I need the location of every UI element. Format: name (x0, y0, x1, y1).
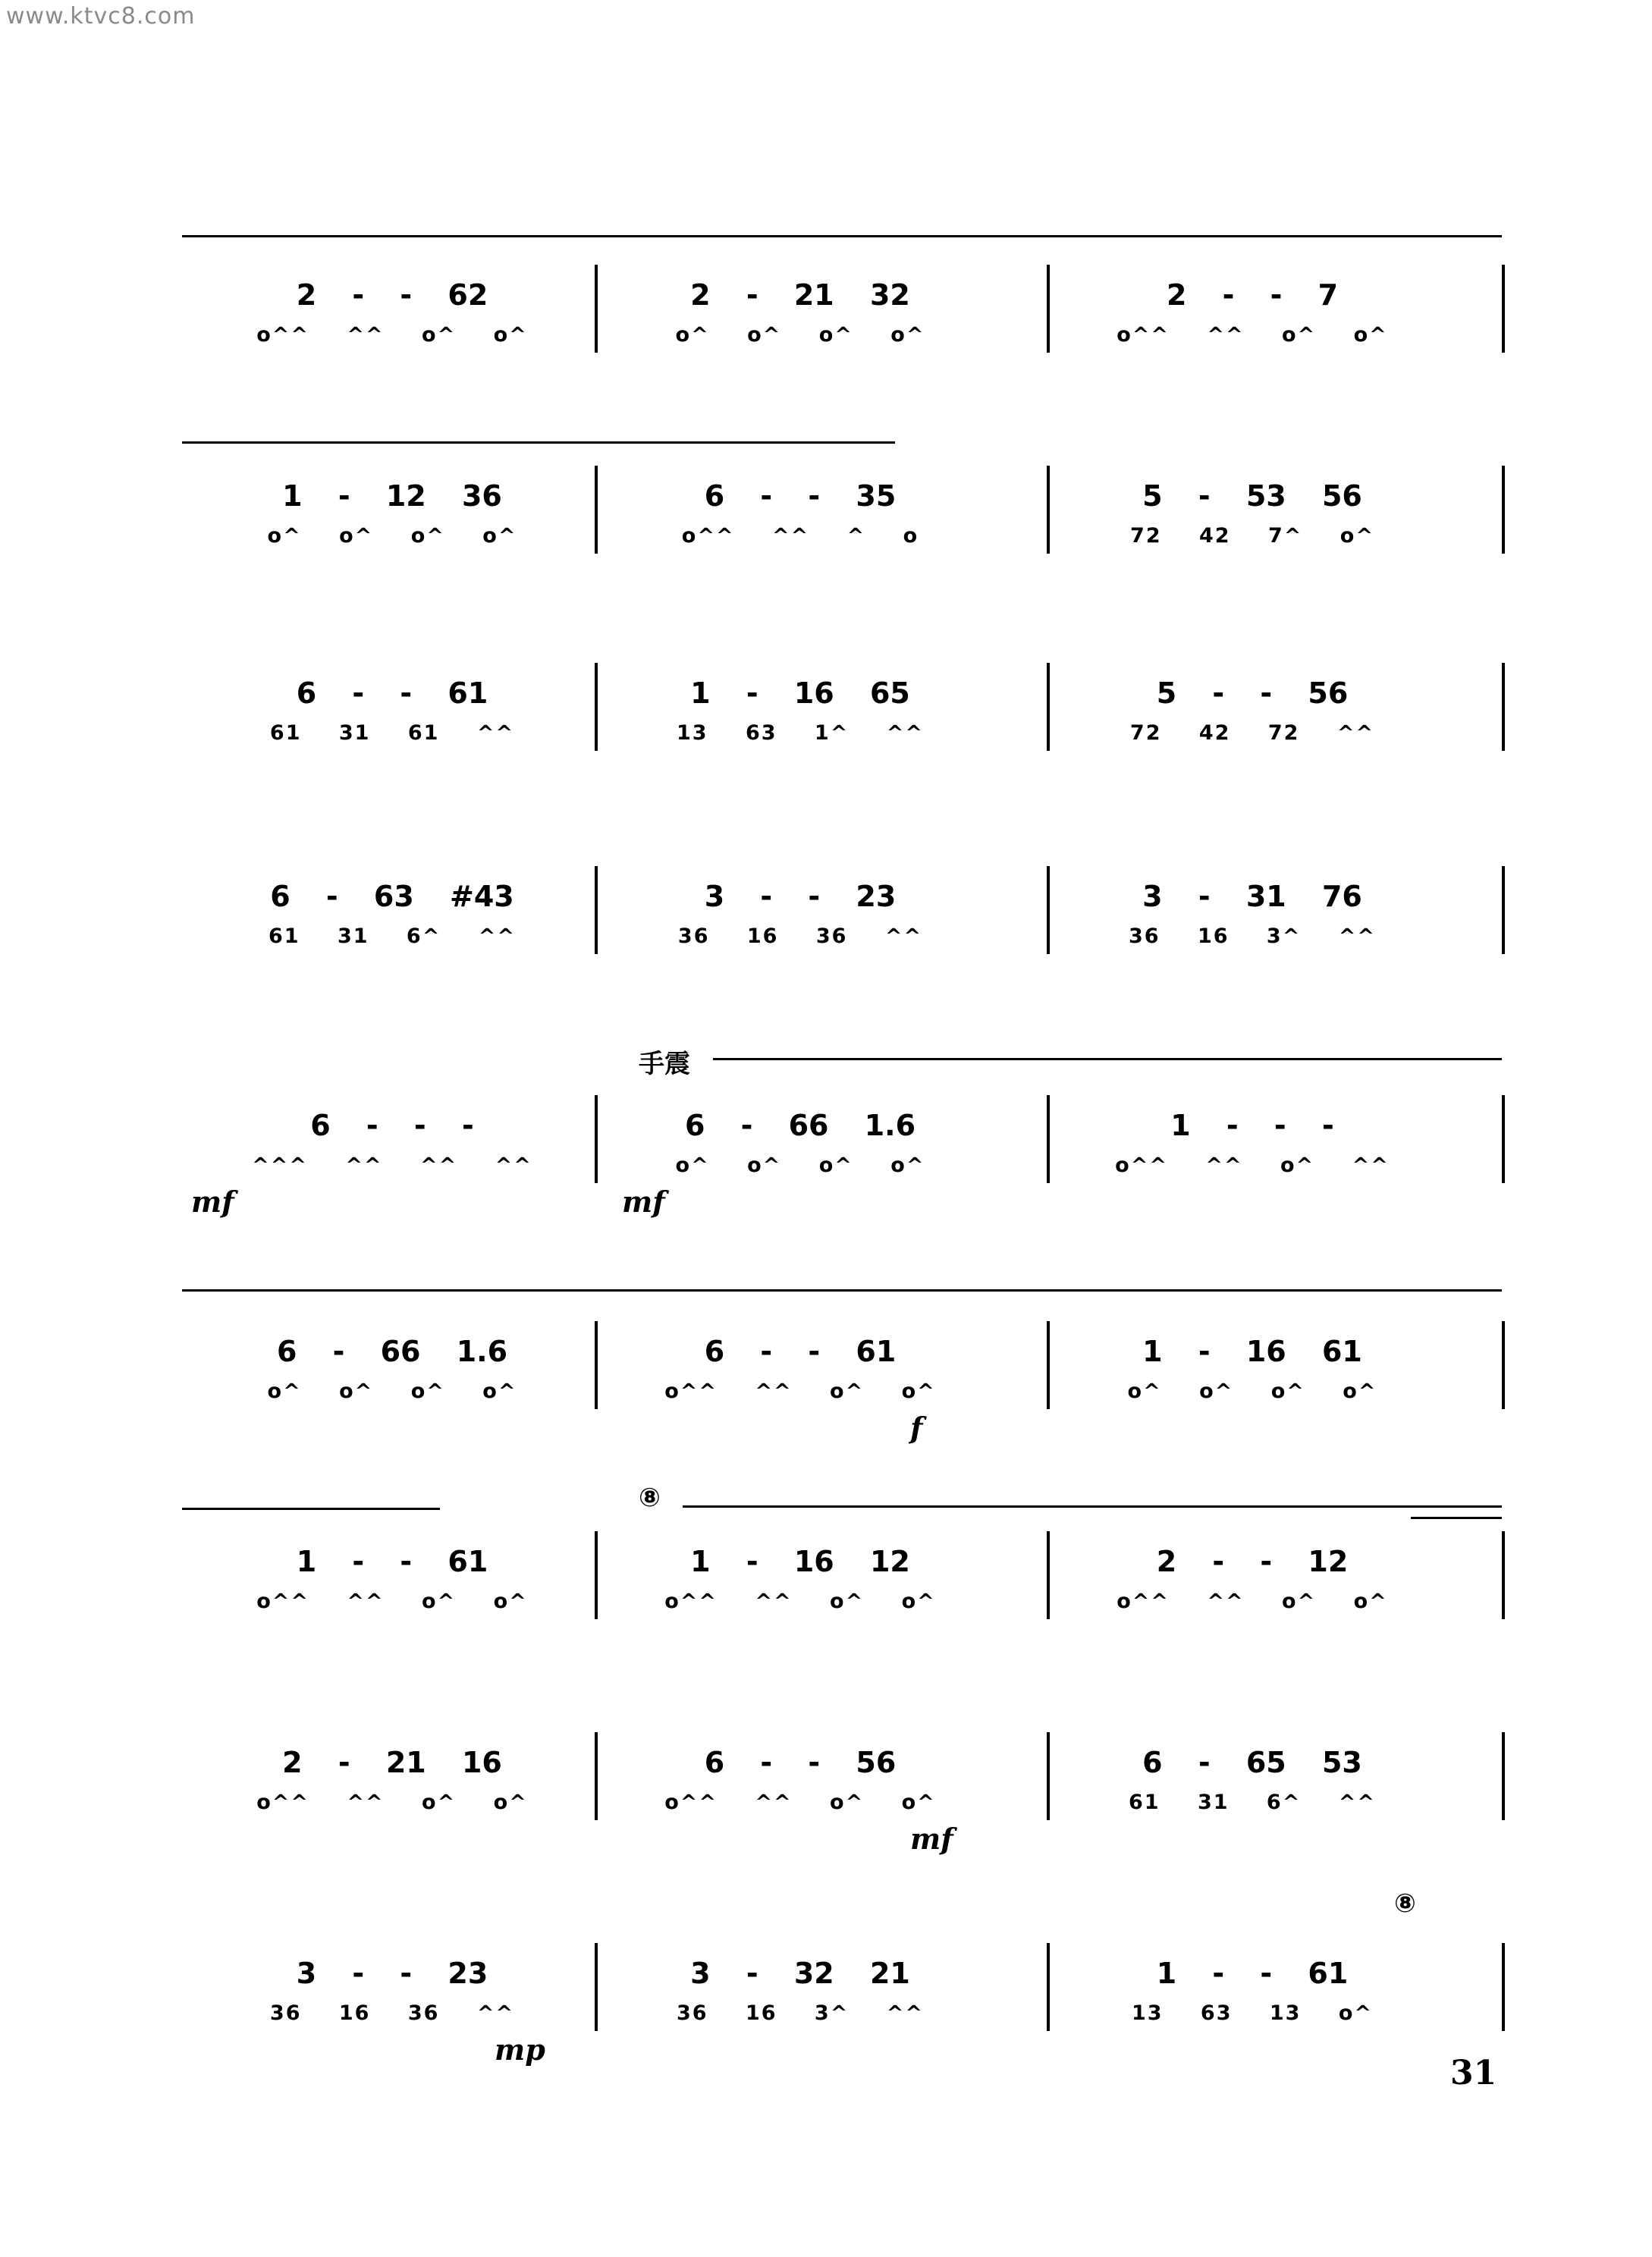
melody-line (607, 667, 994, 710)
accompaniment-line (199, 1784, 586, 1814)
accompaniment-notes: 36 16 36 ^^ (677, 924, 923, 948)
measure (191, 1100, 586, 1219)
measure (199, 1326, 586, 1439)
melody-notes: 6 - - 61 (704, 1335, 897, 1368)
melody-notes: 6 - - 61 (296, 676, 488, 710)
melody-line (1059, 1948, 1446, 1990)
accompaniment-line (607, 517, 994, 548)
measure (607, 1737, 994, 1856)
measure (199, 1948, 586, 2067)
melody-line (607, 1326, 994, 1368)
measure (1059, 1948, 1446, 2061)
accompaniment-line (1059, 1784, 1446, 1814)
accompaniment-notes: 36 16 3^ ^^ (676, 2001, 924, 2025)
measure (607, 1536, 994, 1650)
system (0, 1326, 1652, 1445)
system (0, 1948, 1652, 2067)
melody-notes: 2 - 21 32 (690, 278, 910, 312)
accompaniment-notes: 72 42 7^ o^ (1130, 524, 1374, 548)
melody-notes: 2 - - 62 (296, 278, 488, 312)
melody-line (199, 269, 586, 312)
barline (595, 1732, 598, 1820)
accompaniment-notes: o^^ ^^ o^ o^ (1117, 323, 1388, 347)
divider-line (182, 235, 1502, 237)
melody-notes: 6 - - - (310, 1109, 474, 1142)
accompaniment-notes: o^ o^ o^ o^ (675, 1154, 925, 1177)
melody-notes: 2 - - 7 (1166, 278, 1339, 312)
measure (1059, 871, 1446, 984)
barline (595, 265, 598, 353)
melody-notes: 6 - 65 53 (1142, 1746, 1362, 1779)
barline (1047, 1732, 1050, 1820)
measure (199, 470, 586, 584)
accompaniment-line (607, 1373, 994, 1403)
measure (199, 871, 586, 984)
accompaniment-line (1059, 1583, 1446, 1613)
melody-line (199, 1536, 586, 1578)
melody-notes: 1 - - - (1170, 1109, 1334, 1142)
melody-line (1059, 1536, 1446, 1578)
melody-line (607, 1737, 994, 1779)
accompaniment-line (607, 1995, 994, 2025)
measure (199, 667, 586, 781)
barline (1047, 466, 1050, 554)
barline (1047, 1095, 1050, 1183)
melody-notes: 3 - 31 76 (1142, 880, 1362, 913)
barline (595, 1095, 598, 1183)
measure (1059, 667, 1446, 781)
page-number: 31 (1450, 2054, 1497, 2092)
barline (1502, 466, 1505, 554)
melody-line (1059, 1326, 1446, 1368)
barline (1502, 866, 1505, 954)
dynamic-marking: mp (495, 2033, 545, 2067)
accompaniment-line (199, 517, 586, 548)
melody-line (607, 1948, 994, 1990)
melody-line (607, 1100, 994, 1142)
accompaniment-line (199, 316, 586, 347)
melody-notes: 5 - - 56 (1156, 676, 1349, 710)
barline (1047, 1531, 1050, 1619)
melody-line (607, 470, 994, 513)
accompaniment-line (1059, 517, 1446, 548)
accompaniment-line (199, 1995, 586, 2025)
accompaniment-notes: 61 31 6^ ^^ (268, 924, 516, 948)
measure (199, 1737, 586, 1850)
accompaniment-notes: o^^ ^^ o^ o^ (256, 323, 528, 347)
barline (1502, 1095, 1505, 1183)
dynamic-marking: mf (191, 1185, 234, 1219)
accompaniment-line (199, 714, 586, 745)
measure (1059, 1100, 1446, 1213)
barline (1502, 1531, 1505, 1619)
melody-notes: 3 - 32 21 (690, 1957, 910, 1990)
melody-line (199, 1948, 586, 1990)
technique-mark: 手震 (639, 1049, 690, 1079)
barline (1047, 1943, 1050, 2031)
measure (607, 1100, 994, 1219)
melody-notes: 6 - 66 1.6 (276, 1335, 508, 1368)
melody-line (607, 1536, 994, 1578)
barline (1502, 663, 1505, 751)
accompaniment-line (607, 1784, 994, 1814)
barline (1047, 265, 1050, 353)
accompaniment-notes: o^ o^ o^ o^ (267, 1380, 517, 1403)
circle-mark: ⑧ (639, 1483, 661, 1513)
measure (1059, 1536, 1446, 1650)
circle-mark: ⑧ (1394, 1888, 1416, 1919)
dynamic-marking: f (910, 1411, 923, 1445)
measure (607, 269, 994, 383)
system (0, 1737, 1652, 1856)
melody-notes: 1 - 12 36 (282, 479, 502, 513)
dynamic-marking: mf (622, 1185, 665, 1219)
accompaniment-notes: 36 16 3^ ^^ (1128, 924, 1376, 948)
measure (607, 667, 994, 781)
melody-notes: 6 - - 35 (704, 479, 897, 513)
melody-line (1059, 667, 1446, 710)
accompaniment-notes: o^ o^ o^ o^ (267, 524, 517, 548)
divider-line (182, 441, 895, 444)
melody-line (1059, 1737, 1446, 1779)
accompaniment-notes: 36 16 36 ^^ (269, 2001, 515, 2025)
melody-notes: 1 - - 61 (1156, 1957, 1349, 1990)
barline (595, 466, 598, 554)
melody-line (199, 1737, 586, 1779)
accompaniment-line (1059, 1147, 1446, 1177)
system (0, 269, 1652, 383)
accompaniment-line (1059, 714, 1446, 745)
accompaniment-notes: 72 42 72 ^^ (1129, 721, 1375, 745)
measure (1059, 269, 1446, 383)
accompaniment-notes: 13 63 1^ ^^ (676, 721, 924, 745)
system (0, 871, 1652, 984)
watermark: www.ktvc8.com (6, 3, 196, 30)
accompaniment-line (607, 918, 994, 948)
barline (1047, 866, 1050, 954)
melody-line (1059, 470, 1446, 513)
melody-line (199, 1100, 586, 1142)
accompaniment-notes: o^ o^ o^ o^ (675, 323, 925, 347)
melody-notes: 1 - 16 65 (690, 676, 910, 710)
melody-line (199, 871, 586, 913)
accompaniment-line (607, 1583, 994, 1613)
melody-notes: 3 - - 23 (704, 880, 897, 913)
barline (595, 866, 598, 954)
accompaniment-notes: 61 31 6^ ^^ (1128, 1791, 1376, 1814)
measure (1059, 470, 1446, 584)
melody-notes: 6 - 66 1.6 (684, 1109, 916, 1142)
barline (595, 663, 598, 751)
melody-notes: 6 - - 56 (704, 1746, 897, 1779)
melody-notes: 2 - 21 16 (282, 1746, 502, 1779)
accompaniment-line (199, 918, 586, 948)
accompaniment-line (199, 1147, 586, 1177)
accompaniment-line (199, 1583, 586, 1613)
accompaniment-notes: o^^ ^^ o^ o^ (664, 1791, 936, 1814)
melody-line (607, 871, 994, 913)
barline (1502, 1943, 1505, 2031)
accompaniment-line (1059, 1995, 1446, 2025)
accompaniment-line (607, 316, 994, 347)
melody-notes: 3 - - 23 (296, 1957, 488, 1990)
measure (607, 1326, 994, 1445)
accompaniment-notes: o^^ ^^ o^ o^ (1117, 1590, 1388, 1613)
accompaniment-notes: o^^ ^^ ^ o (681, 524, 919, 548)
accompaniment-line (199, 1373, 586, 1403)
melody-line (199, 470, 586, 513)
melody-line (607, 269, 994, 312)
accompaniment-notes: o^^ ^^ o^ o^ (256, 1791, 528, 1814)
melody-notes: 1 - 16 61 (1142, 1335, 1362, 1368)
melody-line (1059, 871, 1446, 913)
divider-line (713, 1058, 1502, 1060)
divider-line (182, 1289, 1502, 1292)
measure (607, 871, 994, 984)
accompaniment-notes: o^^ ^^ o^ o^ (664, 1380, 936, 1403)
system (0, 1536, 1652, 1650)
accompaniment-notes: o^^ ^^ o^ o^ (256, 1590, 528, 1613)
accompaniment-notes: ^^^ ^^ ^^ ^^ (252, 1154, 532, 1177)
barline (595, 1943, 598, 2031)
measure (607, 1948, 994, 2061)
melody-notes: 1 - 16 12 (690, 1545, 910, 1578)
barline (1047, 1321, 1050, 1409)
accompaniment-notes: o^^ ^^ o^ o^ (664, 1590, 936, 1613)
melody-notes: 1 - - 61 (296, 1545, 488, 1578)
accompaniment-line (1059, 1373, 1446, 1403)
divider-line (182, 1508, 440, 1510)
accompaniment-notes: o^ o^ o^ o^ (1127, 1380, 1377, 1403)
melody-notes: 5 - 53 56 (1142, 479, 1362, 513)
measure (1059, 1737, 1446, 1850)
barline (1502, 1321, 1505, 1409)
melody-line (199, 1326, 586, 1368)
measure (199, 269, 586, 383)
barline (595, 1531, 598, 1619)
measure (1059, 1326, 1446, 1439)
accompaniment-notes: 61 31 61 ^^ (269, 721, 515, 745)
melody-line (199, 667, 586, 710)
melody-line (1059, 1100, 1446, 1142)
barline (595, 1321, 598, 1409)
system (0, 1100, 1652, 1219)
divider-line (1411, 1517, 1502, 1519)
barline (1047, 663, 1050, 751)
measure (199, 1536, 586, 1650)
accompaniment-notes: 13 63 13 o^ (1131, 2001, 1374, 2025)
melody-notes: 2 - - 12 (1156, 1545, 1349, 1578)
melody-notes: 6 - 63 #43 (270, 880, 514, 913)
system (0, 470, 1652, 584)
accompaniment-line (607, 714, 994, 745)
divider-line (683, 1505, 1502, 1508)
melody-line (1059, 269, 1446, 312)
accompaniment-line (607, 1147, 994, 1177)
measure (607, 470, 994, 584)
accompaniment-line (1059, 918, 1446, 948)
accompaniment-notes: o^^ ^^ o^ ^^ (1115, 1154, 1390, 1177)
barline (1502, 1732, 1505, 1820)
dynamic-marking: mf (910, 1822, 953, 1856)
system (0, 667, 1652, 781)
barline (1502, 265, 1505, 353)
accompaniment-line (1059, 316, 1446, 347)
